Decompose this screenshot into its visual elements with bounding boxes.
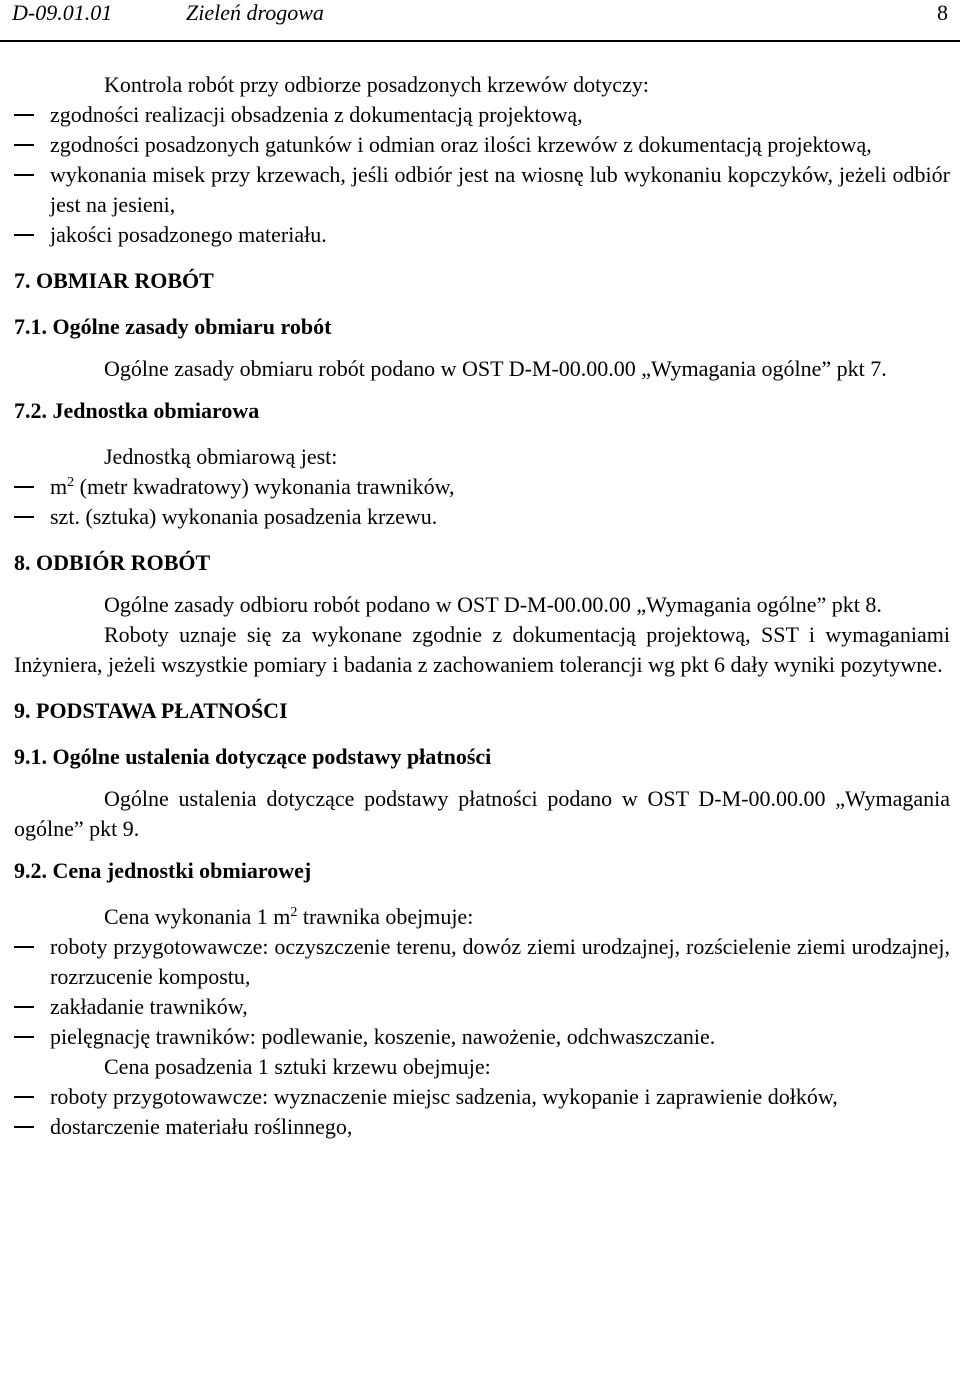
spec-code: D-09.01.01 <box>12 0 113 25</box>
list-item: pielęgnację trawników: podlewanie, koszenie, nawożenie, odchwaszczanie. <box>14 1022 950 1052</box>
dash-bullet <box>14 1036 34 1038</box>
header-rule <box>0 40 960 42</box>
list-item: roboty przygotowawcze: oczyszczenie terenu, dowóz ziemi urodzajnej, rozścielenie ziemi urodzajnej, rozrzucenie kompostu, <box>14 932 950 992</box>
dash-bullet <box>14 144 34 146</box>
list-item: zgodności realizacji obsadzenia z dokumentacją projektową, <box>14 100 950 130</box>
subsection-heading-9-2: 9.2. Cena jednostki obmiarowej <box>14 858 312 883</box>
subsection-heading-7-1: 7.1. Ogólne zasady obmiaru robót <box>14 314 332 339</box>
dash-bullet <box>14 946 34 948</box>
list-item: szt. (sztuka) wykonania posadzenia krzewu. <box>14 502 950 532</box>
section-heading-7: 7. OBMIAR ROBÓT <box>14 268 214 293</box>
dash-bullet <box>14 1096 34 1098</box>
dash-bullet <box>14 174 34 176</box>
section-heading-8: 8. ODBIÓR ROBÓT <box>14 550 211 575</box>
subsection-heading-7-2: 7.2. Jednostka obmiarowa <box>14 398 260 423</box>
document-body <box>14 70 950 1142</box>
list-item: dostarczenie materiału roślinnego, <box>14 1112 950 1142</box>
paragraph-9-1: Ogólne ustalenia dotyczące podstawy płatności podano w OST D-M-00.00.00 „Wymagania ogólne” pkt 9. <box>14 786 950 841</box>
page-header <box>0 0 960 42</box>
dash-bullet <box>14 516 34 518</box>
list-item: jakości posadzonego materiału. <box>14 220 950 250</box>
dash-bullet <box>14 486 34 488</box>
dash-bullet <box>14 1006 34 1008</box>
list-item: $m^2$ (metr kwadratowy) wykonania trawników, <box>14 472 950 502</box>
dash-bullet <box>14 1126 34 1128</box>
section-heading-9: 9. PODSTAWA PŁATNOŚCI <box>14 698 288 723</box>
price-intro-lawn: Cena wykonania 1 $m^2$ trawnika obejmuje: <box>104 904 474 929</box>
paragraph-7-1: Ogólne zasady obmiaru robót podano w OST D-M-00.00.00 „Wymagania ogólne” pkt 7. <box>104 356 887 381</box>
paragraph-8-1: Ogólne zasady odbioru robót podano w OST D-M-00.00.00 „Wymagania ogólne” pkt 8. <box>104 592 882 617</box>
unit-intro: Jednostką obmiarową jest: <box>104 444 338 469</box>
paragraph-8-2: Roboty uznaje się za wykonane zgodnie z dokumentacją projektową, SST i wymaganiami Inżyniera, jeżeli wszystkie pomiary i badania z zachowaniem tolerancji wg pkt 6 dały wyniki pozytywne. <box>14 622 950 677</box>
spec-title: Zieleń drogowa <box>186 0 324 25</box>
page-number: 8 <box>937 0 948 25</box>
list-item: wykonania misek przy krzewach, jeśli odbiór jest na wiosnę lub wykonaniu kopczyków, jeżeli odbiór jest na jesieni, <box>14 160 950 220</box>
list-item: zgodności posadzonych gatunków i odmian oraz ilości krzewów z dokumentacją projektową, <box>14 130 950 160</box>
list-item: roboty przygotowawcze: wyznaczenie miejsc sadzenia, wykopanie i zaprawienie dołków, <box>14 1082 950 1112</box>
subsection-heading-9-1: 9.1. Ogólne ustalenia dotyczące podstawy płatności <box>14 744 492 769</box>
price-intro-shrub: Cena posadzenia 1 sztuki krzewu obejmuje: <box>104 1054 491 1079</box>
list-item: zakładanie trawników, <box>14 992 950 1022</box>
dash-bullet <box>14 234 34 236</box>
kontrola-intro: Kontrola robót przy odbiorze posadzonych krzewów dotyczy: <box>104 72 649 97</box>
dash-bullet <box>14 114 34 116</box>
